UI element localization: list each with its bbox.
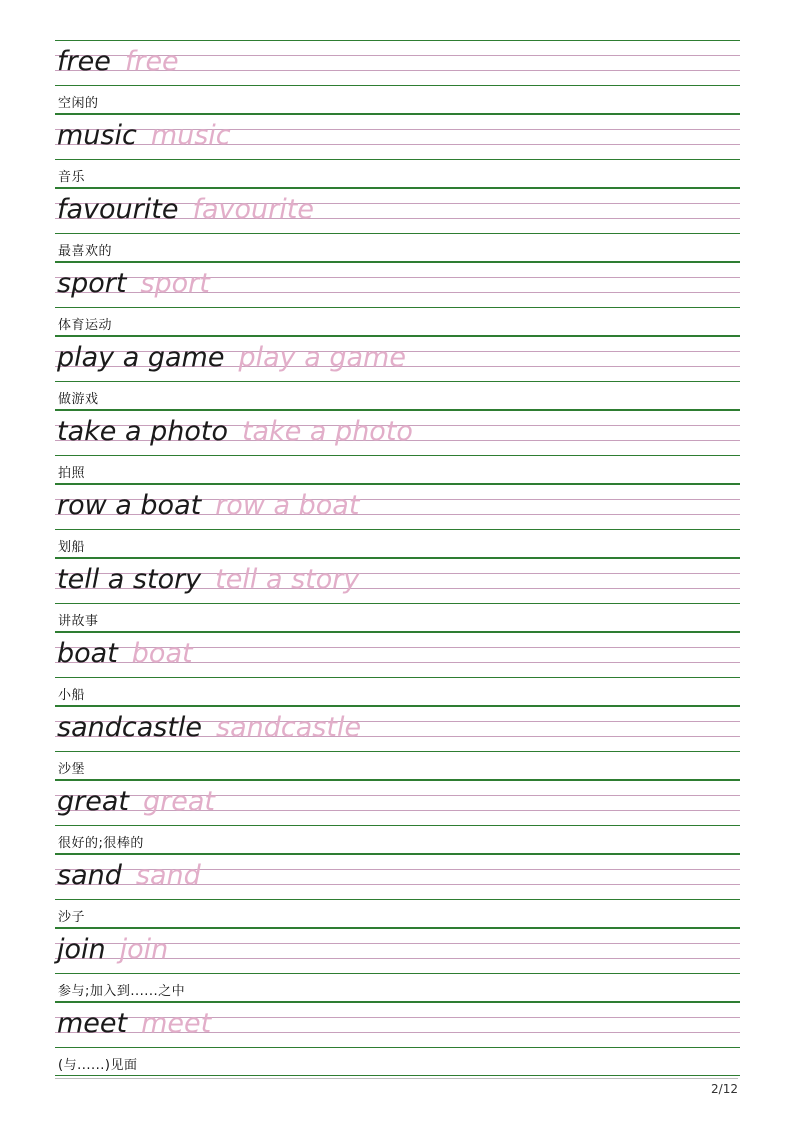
meaning-row: [55, 234, 740, 262]
handwriting-staff: [55, 484, 740, 530]
vocabulary-entry: [55, 854, 740, 928]
vocabulary-word: sand: [57, 859, 122, 891]
staff-words: [57, 112, 231, 158]
handwriting-staff: [55, 336, 740, 382]
staff-words: [57, 334, 406, 380]
vocabulary-word-tracing: sandcastle: [216, 711, 362, 743]
page-footer: [55, 1078, 738, 1100]
vocabulary-word-tracing: free: [124, 45, 179, 77]
vocabulary-entry: [55, 188, 740, 262]
vocabulary-word-tracing: row a boat: [215, 489, 360, 521]
vocabulary-entry: [55, 262, 740, 336]
footer-divider: [55, 1078, 738, 1079]
vocabulary-word: music: [57, 119, 137, 151]
vocabulary-word-tracing: take a photo: [241, 415, 413, 447]
staff-words: [57, 630, 193, 676]
handwriting-staff: [55, 706, 740, 752]
vocabulary-word: favourite: [57, 193, 179, 225]
vocabulary-word: free: [57, 45, 111, 77]
chinese-meaning: 体育运动: [58, 318, 113, 333]
vocabulary-word-tracing: tell a story: [215, 563, 360, 595]
staff-words: [57, 260, 210, 306]
vocabulary-word: take a photo: [57, 415, 228, 447]
chinese-meaning: 很好的;很棒的: [58, 836, 144, 851]
chinese-meaning: 参与;加入到......之中: [58, 984, 186, 999]
staff-words: [57, 38, 179, 84]
vocabulary-entry: [55, 484, 740, 558]
handwriting-staff: [55, 928, 740, 974]
vocabulary-word: row a boat: [57, 489, 202, 521]
page-number: 2/12: [711, 1082, 738, 1096]
chinese-meaning: 沙子: [58, 910, 86, 925]
vocabulary-entry: [55, 114, 740, 188]
handwriting-staff: [55, 114, 740, 160]
chinese-meaning: 空闲的: [58, 96, 99, 111]
meaning-row: [55, 1048, 740, 1076]
vocabulary-entry: [55, 632, 740, 706]
handwriting-staff: [55, 558, 740, 604]
vocabulary-entry: [55, 928, 740, 1002]
staff-words: [57, 926, 168, 972]
chinese-meaning: 最喜欢的: [58, 244, 113, 259]
vocabulary-word-tracing: great: [142, 785, 215, 817]
vocabulary-word: tell a story: [57, 563, 202, 595]
staff-words: [57, 852, 201, 898]
chinese-meaning: 拍照: [58, 466, 86, 481]
vocabulary-word: great: [57, 785, 129, 817]
meaning-row: [55, 382, 740, 410]
vocabulary-word-tracing: sport: [140, 267, 210, 299]
vocabulary-word-tracing: meet: [141, 1007, 212, 1039]
vocabulary-word-tracing: sand: [135, 859, 201, 891]
vocabulary-word-tracing: music: [150, 119, 231, 151]
meaning-row: [55, 752, 740, 780]
meaning-row: [55, 604, 740, 632]
meaning-row: [55, 974, 740, 1002]
vocabulary-word: meet: [57, 1007, 128, 1039]
meaning-row: [55, 678, 740, 706]
vocabulary-entry: [55, 558, 740, 632]
chinese-meaning: (与......)见面: [58, 1058, 138, 1073]
chinese-meaning: 小船: [58, 688, 86, 703]
chinese-meaning: 划船: [58, 540, 86, 555]
chinese-meaning: 音乐: [58, 170, 86, 185]
meaning-row: [55, 530, 740, 558]
meaning-row: [55, 900, 740, 928]
handwriting-staff: [55, 632, 740, 678]
vocabulary-word: sport: [57, 267, 127, 299]
chinese-meaning: 沙堡: [58, 762, 86, 777]
handwriting-staff: [55, 40, 740, 86]
handwriting-staff: [55, 1002, 740, 1048]
meaning-row: [55, 308, 740, 336]
vocabulary-word: join: [57, 933, 106, 965]
staff-words: [57, 778, 215, 824]
staff-words: [57, 482, 359, 528]
vocabulary-entry: [55, 40, 740, 114]
staff-words: [57, 186, 314, 232]
staff-words: [57, 704, 361, 750]
meaning-rule: [55, 1075, 740, 1076]
chinese-meaning: 做游戏: [58, 392, 99, 407]
staff-words: [57, 408, 413, 454]
vocabulary-word: boat: [57, 637, 118, 669]
vocabulary-word: play a game: [57, 341, 225, 373]
vocabulary-word-tracing: join: [119, 933, 169, 965]
meaning-row: [55, 86, 740, 114]
handwriting-staff: [55, 780, 740, 826]
staff-words: [57, 556, 359, 602]
vocabulary-entry: [55, 706, 740, 780]
vocabulary-word: sandcastle: [57, 711, 203, 743]
handwriting-staff: [55, 854, 740, 900]
meaning-row: [55, 826, 740, 854]
vocabulary-entry: [55, 1002, 740, 1076]
staff-words: [57, 1000, 211, 1046]
vocabulary-entry: [55, 780, 740, 854]
vocabulary-word-tracing: play a game: [238, 341, 406, 373]
meaning-row: [55, 456, 740, 484]
vocabulary-word-tracing: boat: [131, 637, 193, 669]
handwriting-staff: [55, 410, 740, 456]
meaning-row: [55, 160, 740, 188]
handwriting-staff: [55, 188, 740, 234]
vocabulary-word-tracing: favourite: [192, 193, 314, 225]
vocabulary-worksheet: [55, 40, 740, 1076]
handwriting-staff: [55, 262, 740, 308]
vocabulary-entry: [55, 410, 740, 484]
vocabulary-entry: [55, 336, 740, 410]
chinese-meaning: 讲故事: [58, 614, 99, 629]
